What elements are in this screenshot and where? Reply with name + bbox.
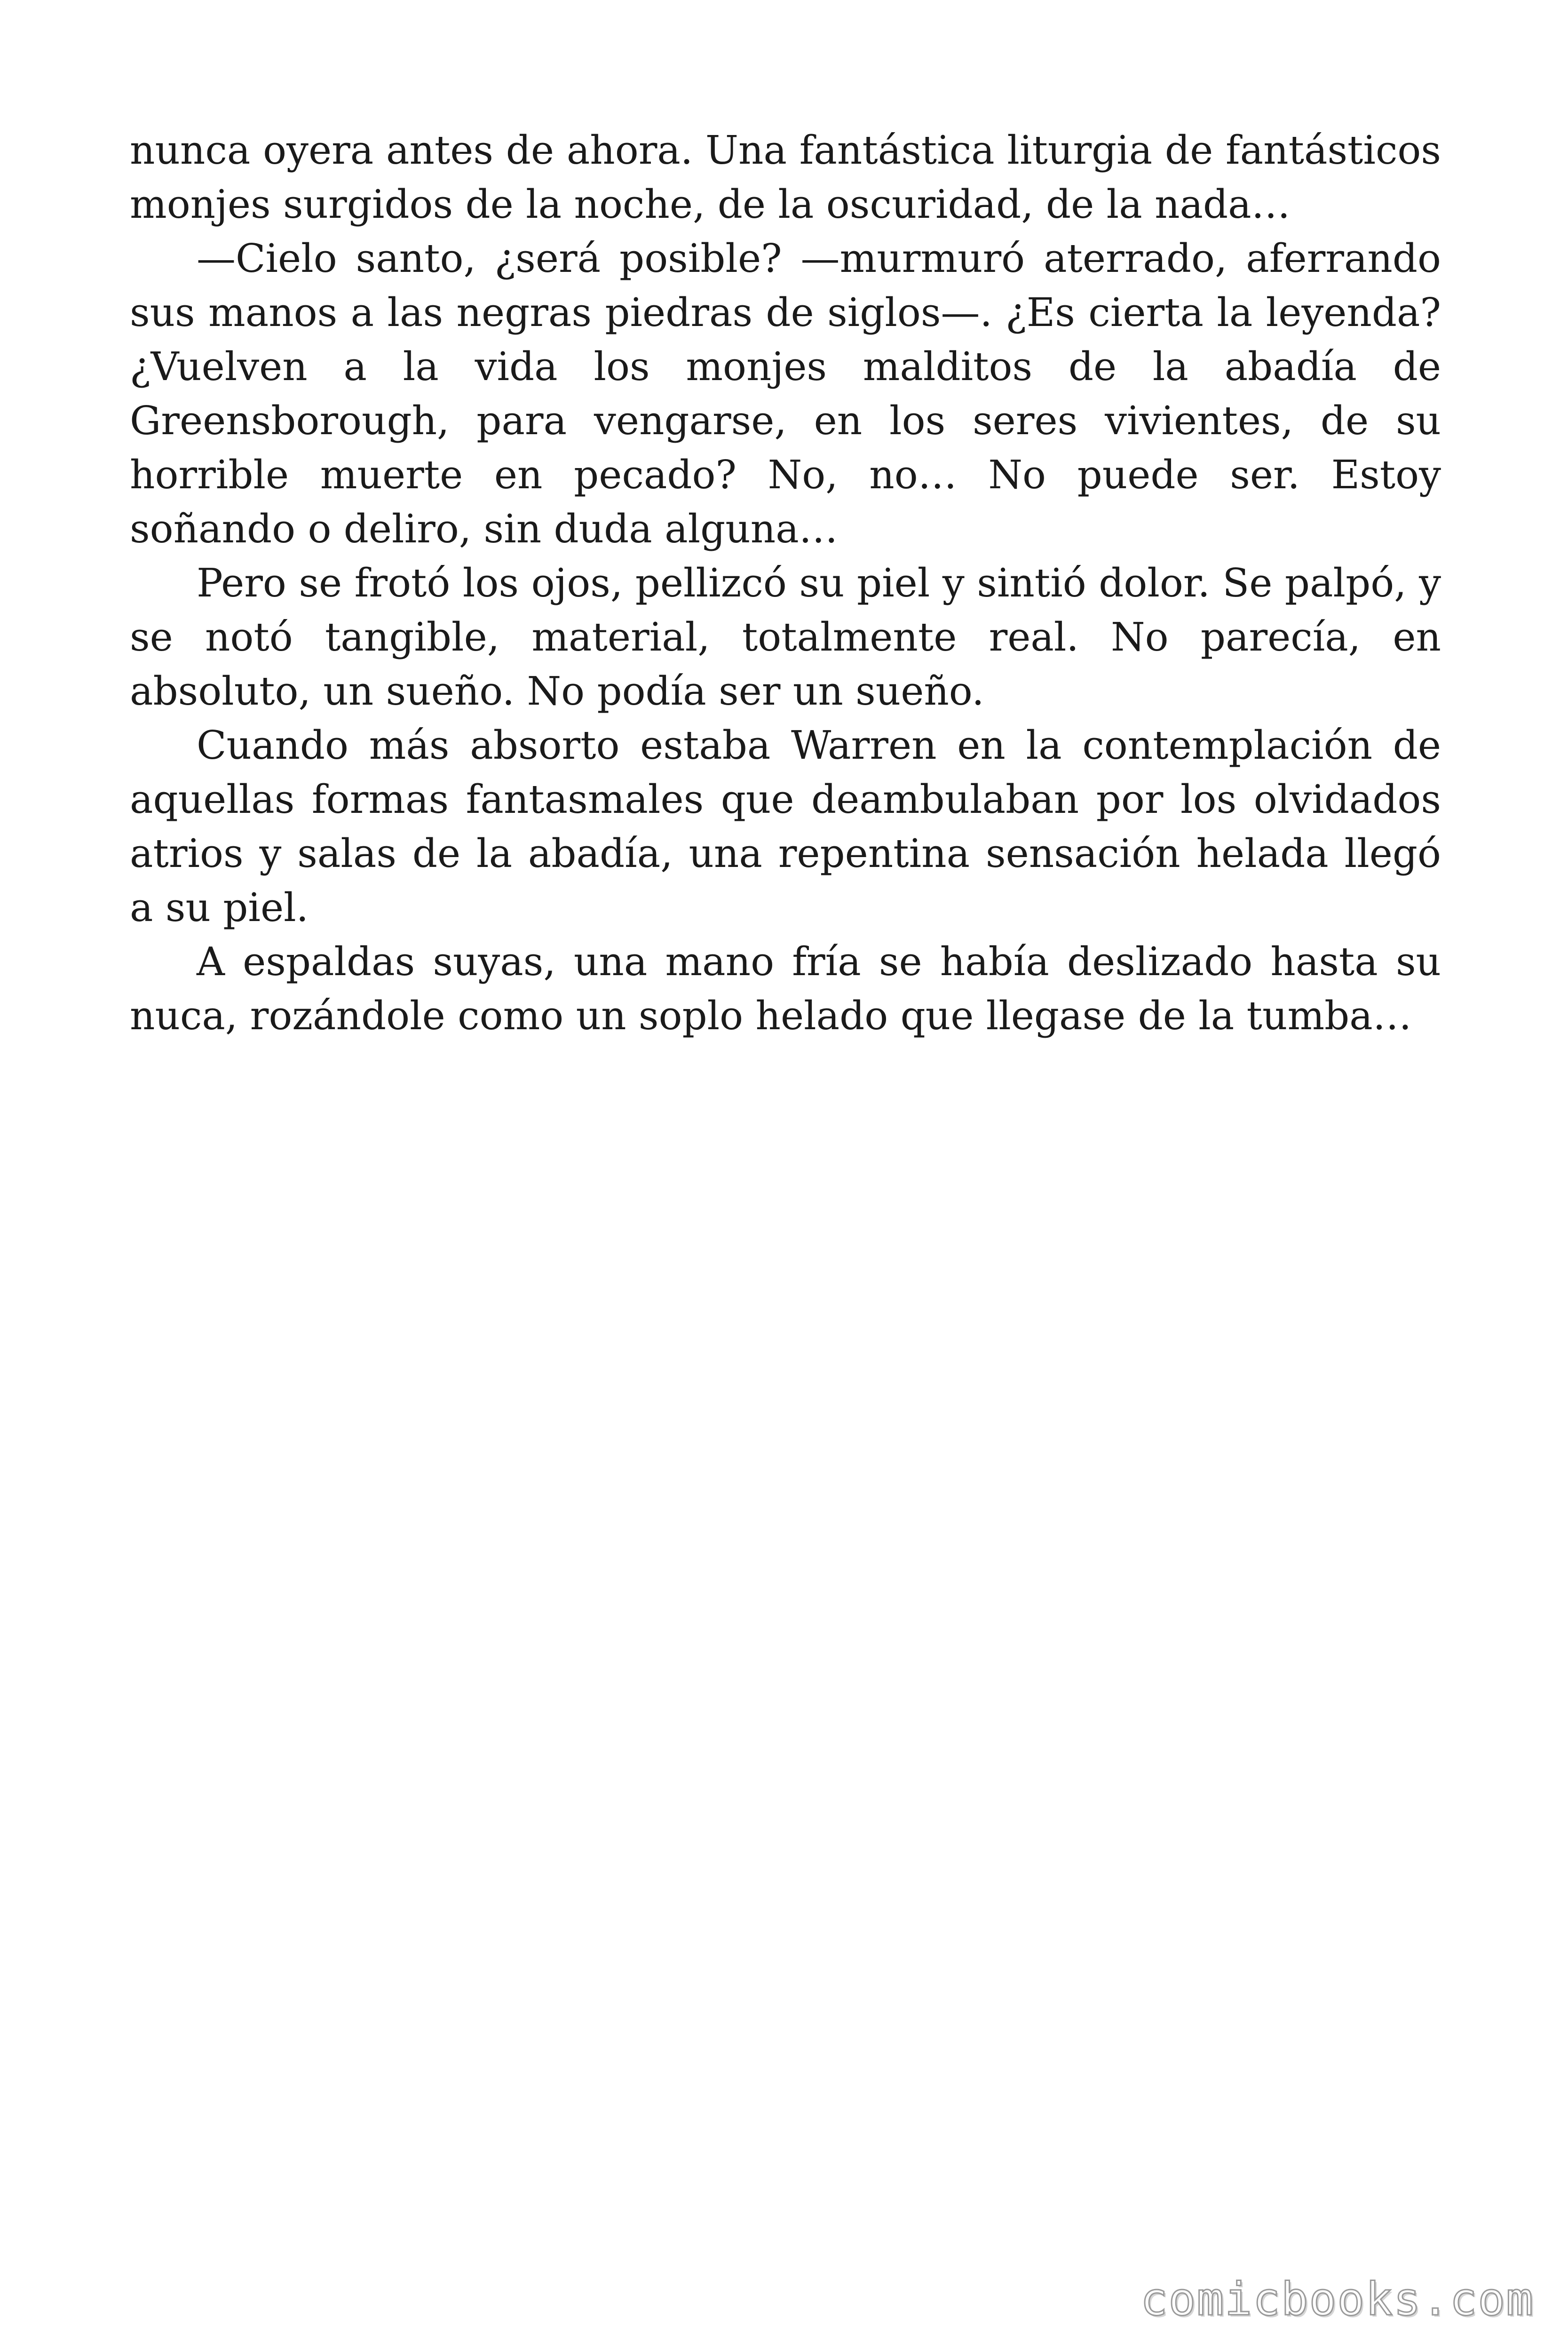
paragraph-3: Pero se frotó los ojos, pellizcó su piel y sintió dolor. Se palpó, y se notó tangible, material, totalmente real. No parecía, en absoluto, un sueño. No podía ser un sueño. (130, 560, 1441, 714)
paragraph-4: Cuando más absorto estaba Warren en la contemplación de aquellas formas fantasmales que deambulaban por los olvidados atrios y salas de la abadía, una repentina sensación helada llegó a su piel. (130, 723, 1441, 930)
body-text (130, 123, 1441, 1043)
paragraph-5: A espaldas suyas, una mano fría se había deslizado hasta su nuca, rozándole como un soplo helado que llegase de la tumba… (130, 939, 1441, 1039)
paragraph-1: nunca oyera antes de ahora. Una fantástica liturgia de fantásticos monjes surgidos de la noche, de la oscuridad, de la nada… (130, 127, 1441, 227)
watermark: comicbooks.com (1140, 2273, 1534, 2326)
paragraph-2: —Cielo santo, ¿será posible? —murmuró aterrado, aferrando sus manos a las negras piedras de siglos—. ¿Es cierta la leyenda? ¿Vuelven a la vida los monjes malditos de la abadía de Greensborough, para vengarse, en los seres vivientes, de su horrible muerte en pecado? No, no… No puede ser. Estoy soñando o deliro, sin duda alguna… (130, 236, 1441, 552)
